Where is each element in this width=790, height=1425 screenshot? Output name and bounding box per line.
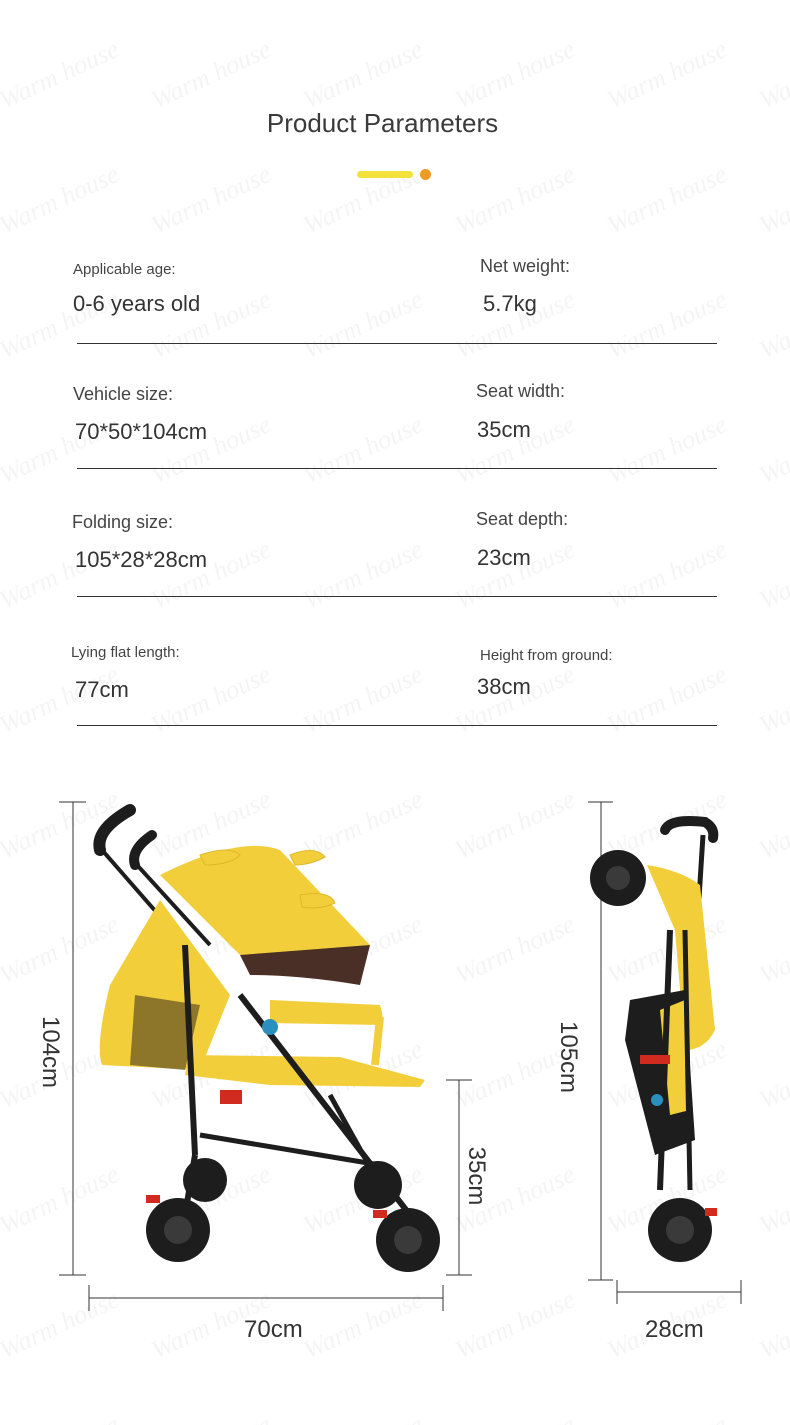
value-folding-size: 105*28*28cm — [75, 547, 208, 572]
watermark-text — [755, 409, 790, 490]
watermark-text — [755, 284, 790, 365]
page-title: Product Parameters — [266, 108, 499, 138]
watermark-text — [755, 159, 790, 240]
watermark-text — [755, 659, 790, 740]
divider — [77, 468, 717, 469]
value-seat-depth: 23cm — [477, 545, 531, 570]
watermark-text — [147, 34, 276, 115]
divider — [77, 596, 717, 597]
watermark-text — [147, 659, 276, 740]
watermark-text — [0, 1409, 124, 1425]
watermark-text — [451, 159, 580, 240]
watermark-text — [299, 659, 428, 740]
divider — [77, 725, 717, 726]
watermark-text — [603, 34, 732, 115]
watermark-text — [299, 534, 428, 615]
watermark-text — [603, 659, 732, 740]
watermark-text — [299, 34, 428, 115]
dim-folded-width: 28cm — [645, 1316, 704, 1343]
label-vehicle-size: Vehicle size: — [73, 384, 174, 404]
watermark-text — [299, 409, 428, 490]
value-net-weight: 5.7kg — [483, 291, 537, 316]
value-lying-flat-length: 77cm — [75, 677, 129, 702]
value-applicable-age: 0-6 years old — [73, 291, 201, 316]
label-net-weight: Net weight: — [480, 256, 571, 276]
label-applicable-age: Applicable age: — [73, 261, 176, 278]
watermark-text — [755, 534, 790, 615]
value-height-from-ground: 38cm — [477, 674, 531, 699]
watermark-text — [0, 34, 124, 115]
label-folding-size: Folding size: — [72, 512, 174, 532]
watermark-text — [603, 409, 732, 490]
divider — [77, 343, 717, 344]
watermark-text — [299, 1409, 428, 1425]
watermark-text — [299, 284, 428, 365]
label-seat-depth: Seat depth: — [476, 509, 569, 529]
watermark-text — [0, 159, 124, 240]
label-height-from-ground: Height from ground: — [480, 647, 613, 664]
value-seat-width: 35cm — [477, 417, 531, 442]
watermark-text — [603, 1409, 732, 1425]
watermark-text — [147, 159, 276, 240]
watermark-text — [603, 159, 732, 240]
watermark-text — [147, 1409, 276, 1425]
watermark-text — [603, 534, 732, 615]
dim-seat-height: 35cm — [463, 1146, 490, 1206]
value-vehicle-size: 70*50*104cm — [75, 419, 208, 444]
dim-folded-height: 105cm — [555, 1021, 582, 1094]
dim-open-height: 104cm — [37, 1016, 64, 1089]
label-lying-flat-length: Lying flat length: — [71, 644, 180, 661]
watermark-text — [603, 284, 732, 365]
folded-stroller-image — [585, 810, 725, 1280]
watermark-text — [451, 1409, 580, 1425]
open-stroller-image — [90, 795, 450, 1275]
dim-open-width: 70cm — [244, 1316, 303, 1343]
watermark-text — [755, 1409, 790, 1425]
watermark-text — [451, 659, 580, 740]
label-seat-width: Seat width: — [476, 381, 566, 401]
watermark-text — [451, 34, 580, 115]
title-underline-dot — [420, 169, 431, 180]
watermark-text — [755, 34, 790, 115]
title-underline-bar — [357, 171, 413, 178]
